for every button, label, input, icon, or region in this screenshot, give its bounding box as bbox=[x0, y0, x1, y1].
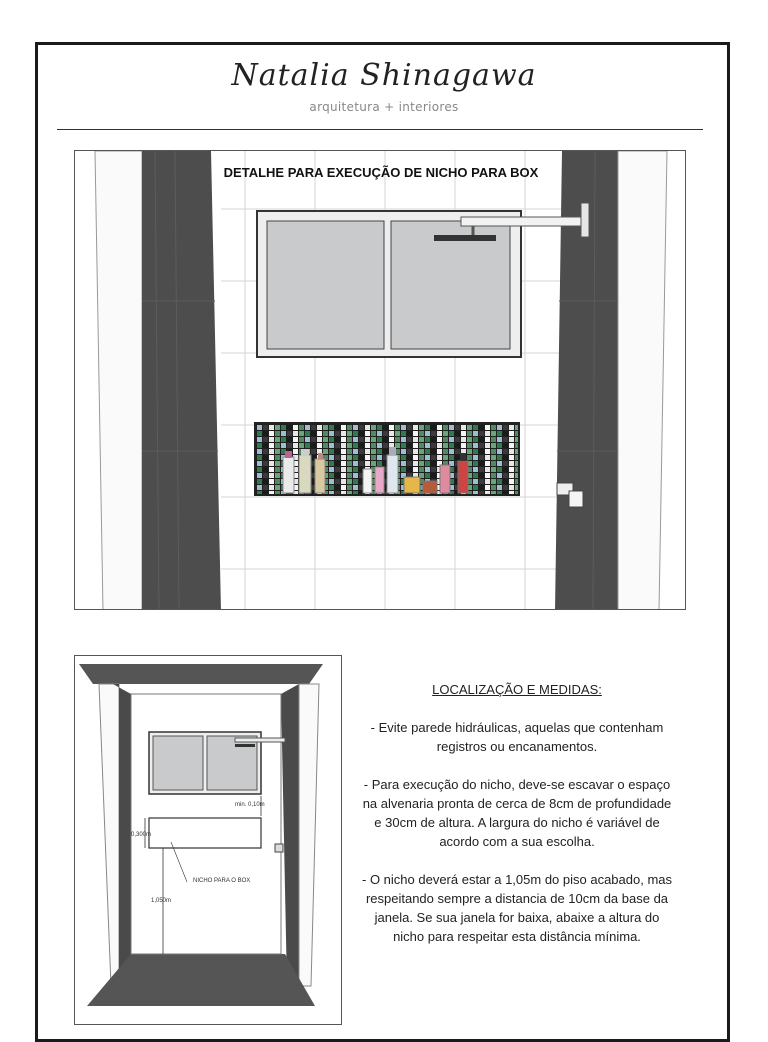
mosaic-niche bbox=[255, 423, 520, 496]
bathroom-elevation-drawing bbox=[75, 151, 686, 610]
notes-paragraph-1: - Evite parede hidráulicas, aquelas que contenham registros ou encanamentos. bbox=[370, 720, 664, 754]
header-divider bbox=[57, 129, 703, 130]
detail-title: DETALHE PARA EXECUÇÃO DE NICHO PARA BOX bbox=[223, 165, 539, 180]
location-measurements-notes bbox=[362, 680, 672, 965]
notes-paragraph-2: - Para execução do nicho, deve-se escavar o espaço na alvenaria pronta de cerca de 8cm de profundidade e 30cm de altura. A largura do nicho é variável de acordo com a sua escolha. bbox=[362, 777, 672, 849]
elevation-drawing bbox=[75, 656, 342, 1025]
label-min-distance: min. 0,10m bbox=[235, 802, 265, 808]
label-niche: NICHO PARA O BOX bbox=[193, 878, 251, 884]
label-floor-height: 1,050m bbox=[151, 898, 172, 904]
brand-tagline: arquitetura + interiores bbox=[309, 100, 459, 114]
notes-heading: LOCALIZAÇÃO E MEDIDAS: bbox=[432, 682, 602, 697]
window bbox=[257, 211, 521, 357]
label-niche-height: 0,300m bbox=[131, 832, 152, 838]
niche-detail-render bbox=[74, 150, 686, 610]
notes-paragraph-3: - O nicho deverá estar a 1,05m do piso acabado, mas respeitando sempre a distancia de 10cm da base da janela. Se sua janela for baixa, abaixe a altura do nicho para respeitar esta distância mínima. bbox=[362, 872, 673, 944]
niche-location-elevation bbox=[74, 655, 342, 1025]
brand-logo: Natalia Shinagawa bbox=[231, 58, 537, 93]
